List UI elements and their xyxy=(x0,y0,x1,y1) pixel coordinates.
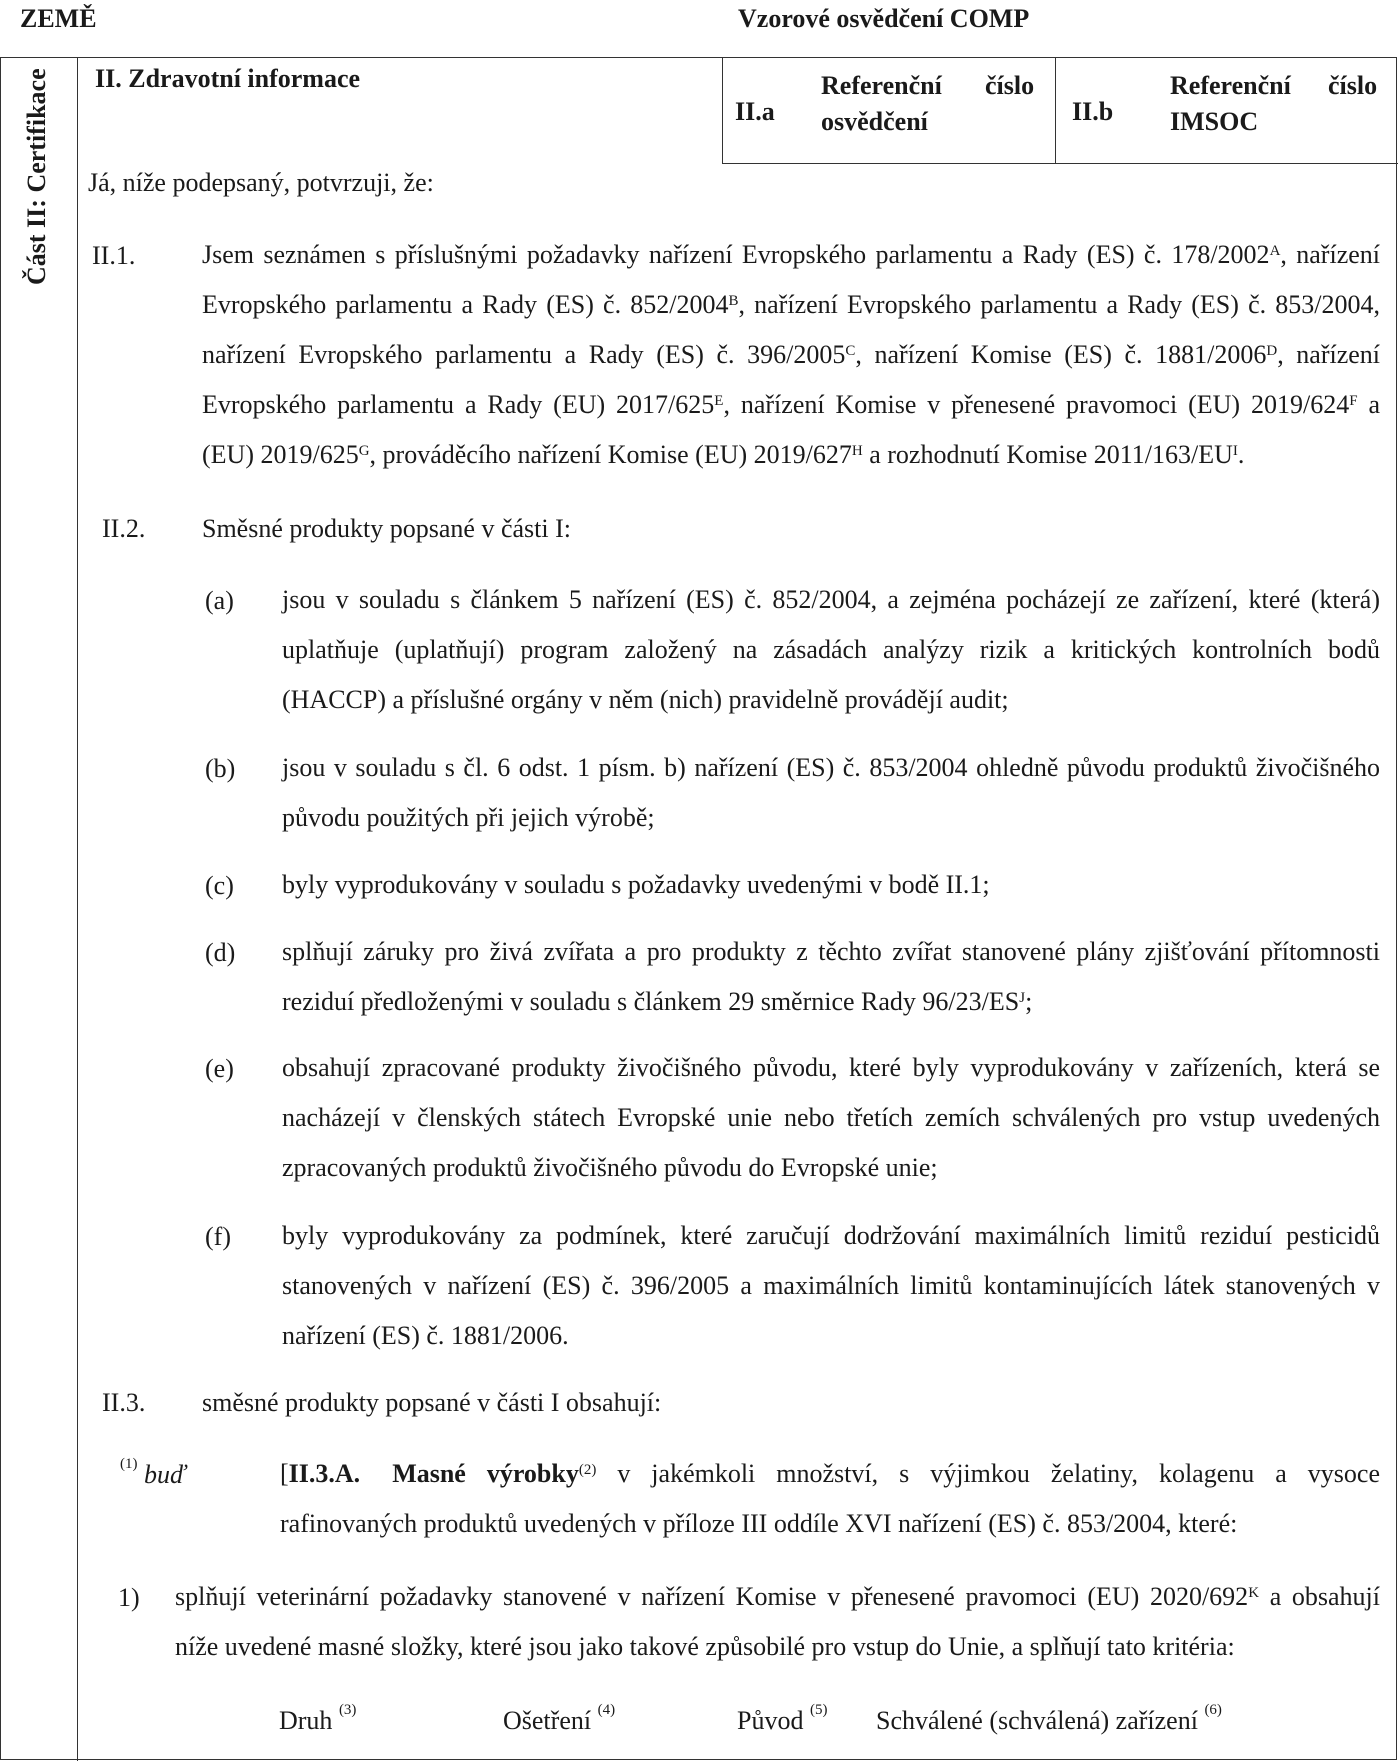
ii2-number: II.2. xyxy=(102,514,146,543)
column-treatment: Ošetření $^{(4)}$ xyxy=(503,1702,616,1735)
ref-box-a xyxy=(722,57,1056,164)
item-b-letter: (b) xyxy=(205,754,236,783)
ii1-paragraph: Jsem seznámen s příslušnými požadavky nařízení Evropského parlamentu a Rady (ES) č. $178/2002^A$, nařízení Evropského parlamentu a Rady (ES) č. $852/2004^B$, nařízení Evropského parlamentu a Rady (ES) č. 853/2004, nařízení Evropského parlamentu a Rady (ES) č. $396/2005^C$, nařízení Komise (ES) č. $1881/2006^D$, nařízení Evropského parlamentu a Rady (EU) $2017/625^E$, nařízení Komise v přenesené pravomoci (EU) $2019/624^F$ a (EU) $2019/625^G$, prováděcího nařízení Komise (EU) $2019/627^H$ a rozhodnutí Komise $2011/163/EU^I$. xyxy=(202,240,1381,469)
item-e-text: obsahují zpracované produkty živočišného původu, které byly vyprodukovány v zařízeních, která se nacházejí v členských státech Evropské unie nebo třetích zemích schválených pro vstup uvedených zpracovaných produktů živočišného původu do Evropské unie; xyxy=(282,1053,1380,1182)
ref-a-line2: osvědčení xyxy=(821,107,928,136)
ii3-text: směsné produkty popsané v části I obsahují: xyxy=(202,1388,662,1417)
ii2-text: Směsné produkty popsané v části I: xyxy=(202,514,571,543)
intro-text: Já, níže podepsaný, potvrzuji, že: xyxy=(88,168,434,197)
item-a-letter: (a) xyxy=(205,586,234,615)
ref-box-b xyxy=(1055,57,1398,164)
section-title: II. Zdravotní informace xyxy=(95,64,361,93)
item1-text: splňují veterinární požadavky stanovené v nařízení Komise v přenesené pravomoci (EU) $2020/692^K$ a obsahují níže uvedené masné složky, které jsou jako takové způsobilé pro vstup do Unie, a splňují tato kritéria: xyxy=(175,1582,1380,1661)
ref-b-word2: číslo xyxy=(1328,71,1378,100)
ref-b-word1: Referenční xyxy=(1170,71,1291,100)
item-c-letter: (c) xyxy=(205,871,234,900)
column-establishments: Schválené (schválená) zařízení $^{(6)}$ xyxy=(876,1702,1222,1735)
item-f-text: byly vyprodukovány za podmínek, které zaručují dodržování maximálních limitů reziduí pesticidů stanovených v nařízení (ES) č. 396/2005 a maximálních limitů kontaminujících látek stanovených v nařízení (ES) č. 1881/2006. xyxy=(282,1221,1380,1350)
side-divider xyxy=(77,57,78,1761)
country-label: ZEMĚ xyxy=(20,4,97,33)
item-a-text: jsou v souladu s článkem 5 nařízení (ES) č. 852/2004, a zejména pocházejí ze zařízení, které (která) uplatňuje (uplatňují) program založený na zásadách analýzy rizik a kritických kontrolních bodů (HACCP) a příslušné orgány v něm (nich) pravidelně provádějí audit; xyxy=(282,585,1380,714)
option-marker: $^{(1)}$ buď xyxy=(120,1456,186,1489)
item1-number: 1) xyxy=(118,1583,140,1612)
column-species: Druh $^{(3)}$ xyxy=(279,1702,357,1735)
ref-a-word1: Referenční xyxy=(821,71,942,100)
item-f-letter: (f) xyxy=(205,1222,231,1251)
item-b-text: jsou v souladu s čl. 6 odst. 1 písm. b) nařízení (ES) č. 853/2004 ohledně původu produktů živočišného původu použitých při jejich výrobě; xyxy=(282,753,1380,832)
item-c-text: byly vyprodukovány v souladu s požadavky uvedenými v bodě II.1; xyxy=(282,870,990,899)
ref-a-word2: číslo xyxy=(985,71,1035,100)
side-label: Část II: Certifikace xyxy=(22,68,51,285)
ref-a-code: II.a xyxy=(735,97,775,126)
ii1-number: II.1. xyxy=(92,241,136,270)
ii3-number: II.3. xyxy=(102,1388,146,1417)
column-origin: Původ $^{(5)}$ xyxy=(737,1702,828,1735)
ref-b-line2: IMSOC xyxy=(1170,107,1259,136)
item-d-text: splňují záruky pro živá zvířata a pro produkty z těchto zvířat stanovené plány zjišťování přítomnosti reziduí předloženými v souladu s článkem 29 směrnice Rady $96/23/ES^J$; xyxy=(282,937,1380,1016)
certificate-title: Vzorové osvědčení COMP xyxy=(738,4,1030,33)
item-d-letter: (d) xyxy=(205,938,236,967)
ii3a-paragraph: [II.3.A. Masné výrobky$^{(2)}$ v jakémkoli množství, s výjimkou želatiny, kolagenu a vysoce rafinovaných produktů uvedených v příloze III oddíle XVI nařízení (ES) č. 853/2004, které: xyxy=(280,1459,1380,1538)
ref-b-code: II.b xyxy=(1072,97,1114,126)
item-e-letter: (e) xyxy=(205,1054,234,1083)
